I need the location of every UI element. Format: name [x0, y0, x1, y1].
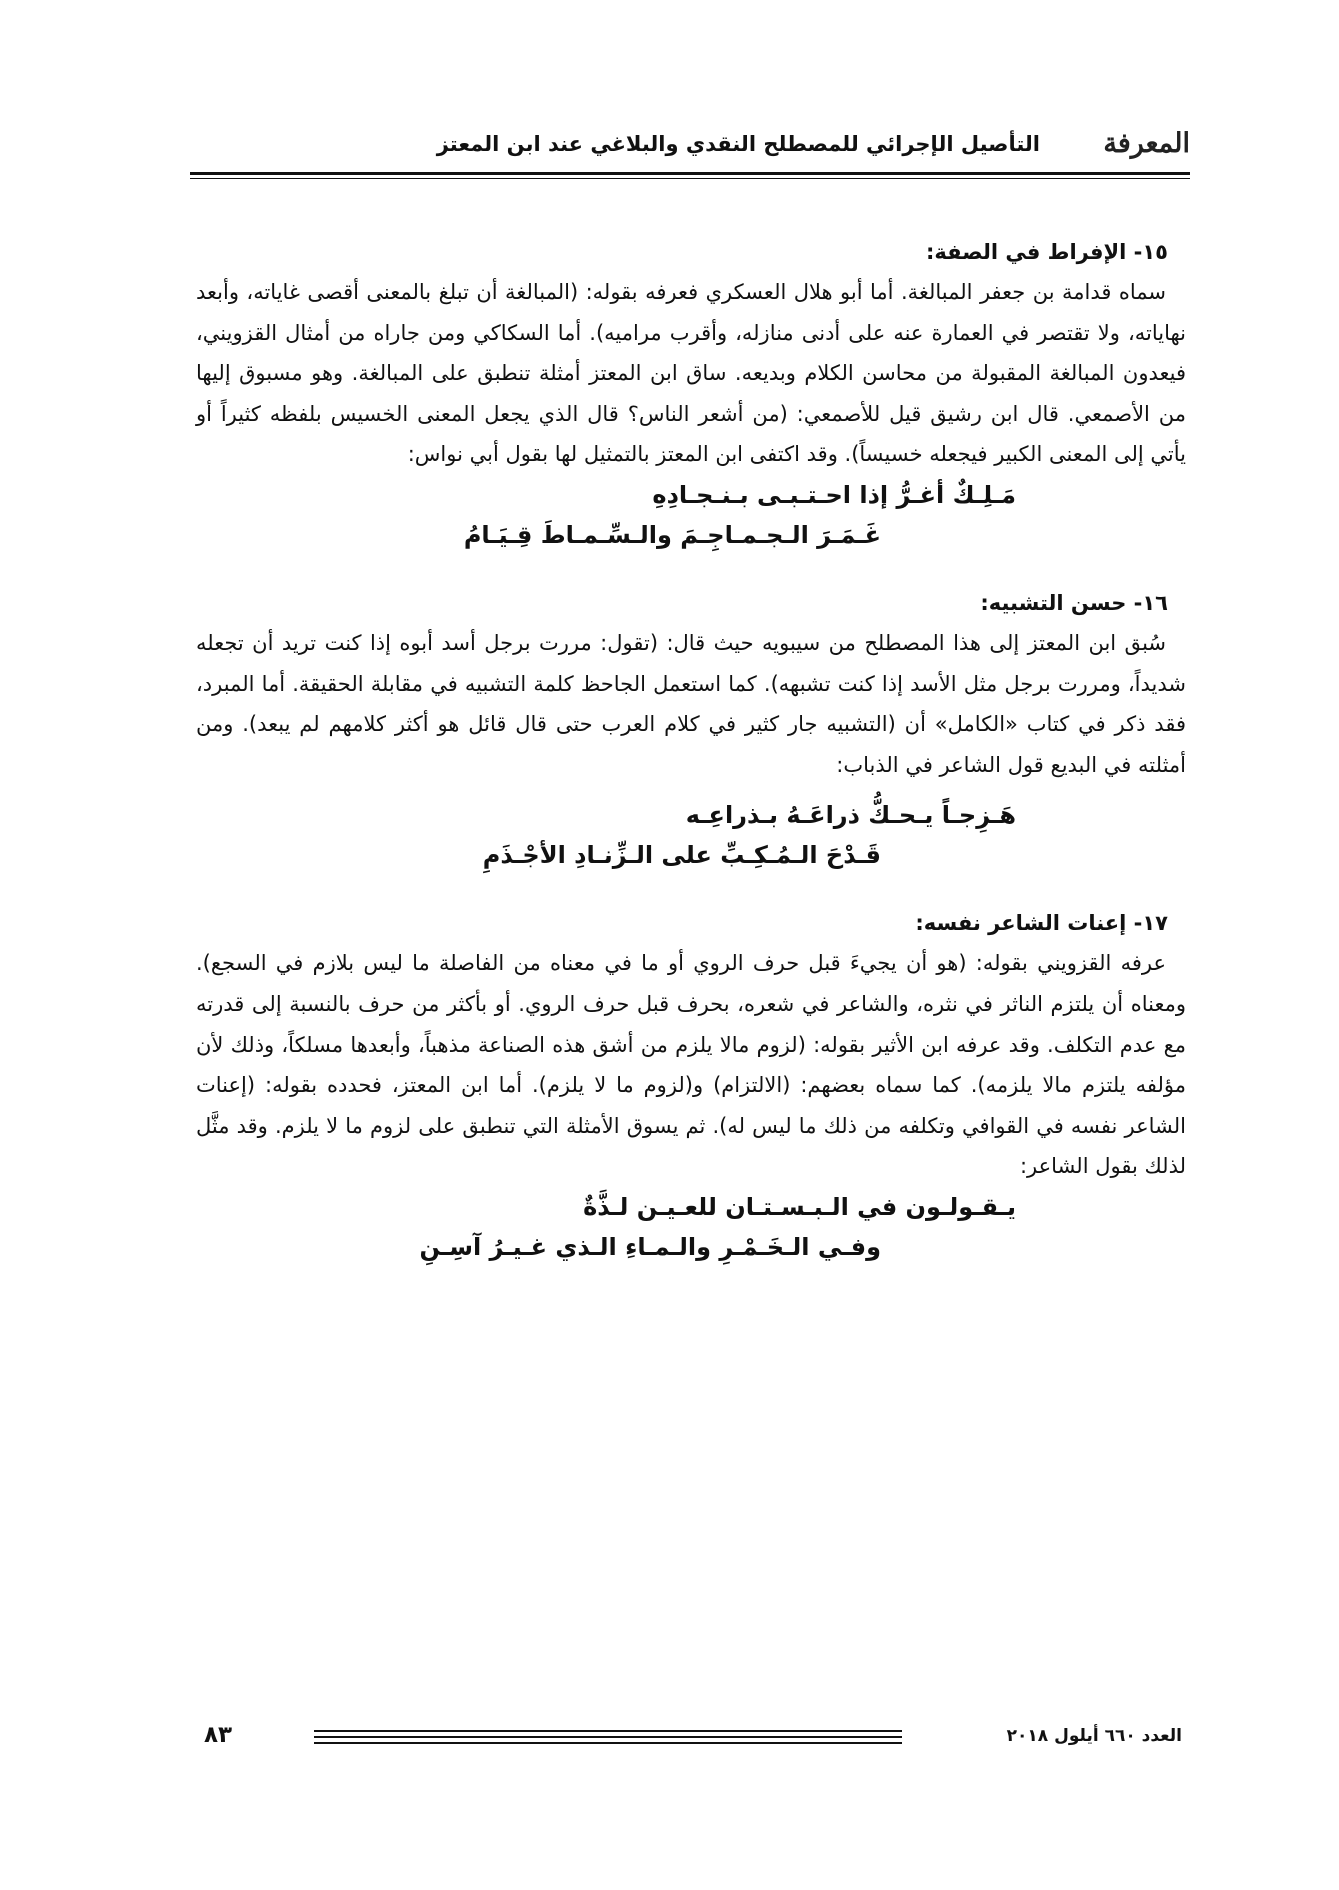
section-heading: ١٦- حسن التشبيه: [980, 590, 1168, 615]
page-footer [190, 1722, 1190, 1766]
page-number: ٨٣ [204, 1722, 233, 1748]
section-15 [196, 232, 1186, 555]
verse-line: مَـلِـكٌ أغـرُّ إذا احـتـبـى بـنـجـادِهِ [652, 480, 1016, 509]
section-paragraph: سُبق ابن المعتز إلى هذا المصطلح من سيبويه حيث قال: (تقول: مررت برجل أسد أبوه إذا كنت تريد أن تجعله شديداً، ومررت برجل مثل الأسد إذا كنت تشبهه). كما استعمل الجاحظ كلمة التشبيه في مقابلة الحقيقة. أما المبرد، فقد ذكر في كتاب «الكامل» أن (التشبيه جار كثير في كلام العرب حتى قال قائل هو أكثر كلامهم لم يبعد). ومن أمثلته في البديع قول الشاعر في الذباب: [196, 630, 1186, 777]
verse-line: هَـزِجـاً يـحـكُّ ذراعَـهُ بـذراعِـه [685, 801, 1016, 830]
issue-info: العدد ٦٦٠ أيلول ٢٠١٨ [1006, 1726, 1182, 1746]
journal-logo: المعرفة [1103, 128, 1190, 159]
verse-line: قَـدْحَ الـمُـكِـبِّ على الـزِّنـادِ الأجْـذَمِ [482, 841, 881, 870]
header-rule-thin [190, 178, 1190, 179]
footer-rule [314, 1742, 902, 1744]
section-heading: ١٥- الإفراط في الصفة: [926, 240, 1168, 264]
header-rule [190, 172, 1190, 175]
verse-line: وفـي الـخَـمْـرِ والـمـاءِ الـذي غـيـرُ آسِـنِ [419, 1232, 881, 1261]
section-paragraph: عرفه القزويني بقوله: (هو أن يجيءَ قبل حرف الروي أو ما في معناه من الفاصلة ما ليس بلازم في السجع). ومعناه أن يلتزم الناثر في نثره، والشاعر في شعره، بحرف قبل حرف الروي. أو بأكثر من حرف بالنسبة إلى قدرته مع عدم التكلف. وقد عرفه ابن الأثير بقوله: (لزوم مالا يلزم من أشق هذه الصناعة مذهباً، وأبعدها مسلكاً، وذلك لأن مؤلفه يلتزم مالا يلزمه). كما سماه بعضهم: (الالتزام) و(لزوم ما لا يلزم). أما ابن المعتز، فحدده بقوله: (إعنات الشاعر نفسه في القوافي وتكلفه من ذلك ما ليس له). ثم يسوق الأمثلة التي تنطبق على لزوم ما لا يلزم. وقد مثَّل لذلك بقول الشاعر: [196, 951, 1186, 1179]
running-title: التأصيل الإجرائي للمصطلح النقدي والبلاغي عند ابن المعتز [436, 132, 1040, 156]
footer-rule [314, 1736, 902, 1738]
page-header [190, 128, 1190, 170]
verse-line: غَـمَـرَ الـجـمـاجِـمَ والـسِّـمـاطَ قِـيَـامُ [463, 520, 881, 549]
footer-rule [314, 1730, 902, 1732]
article-body [196, 232, 1186, 1267]
verse-line: يـقـولـون في الـبـسـتـان للعـيـن لـذَّةٌ [583, 1192, 1016, 1221]
section-heading: ١٧- إعنات الشاعر نفسه: [915, 911, 1168, 936]
section-17 [196, 903, 1186, 1267]
section-16 [196, 583, 1186, 875]
section-paragraph: سماه قدامة بن جعفر المبالغة. أما أبو هلال العسكري فعرفه بقوله: (المبالغة أن تبلغ بالمعنى أقصى غاياته، وأبعد نهاياته، ولا تقتصر في العمارة عنه على أدنى منازله، وأقرب مراميه). أما السكاكي ومن جاراه من أمثال القزويني، فيعدون المبالغة المقبولة من محاسن الكلام وبديعه. ساق ابن المعتز أمثلة تنطبق على المبالغة. وهو مسبوق إليها من الأصمعي. قال ابن رشيق قيل للأصمعي: (من أشعر الناس؟ قال الذي يجعل المعنى الخسيس بلفظه كثيراً أو يأتي إلى المعنى الكبير فيجعله خسيساً). وقد اكتفى ابن المعتز بالتمثيل لها بقول أبي نواس: [196, 280, 1186, 467]
